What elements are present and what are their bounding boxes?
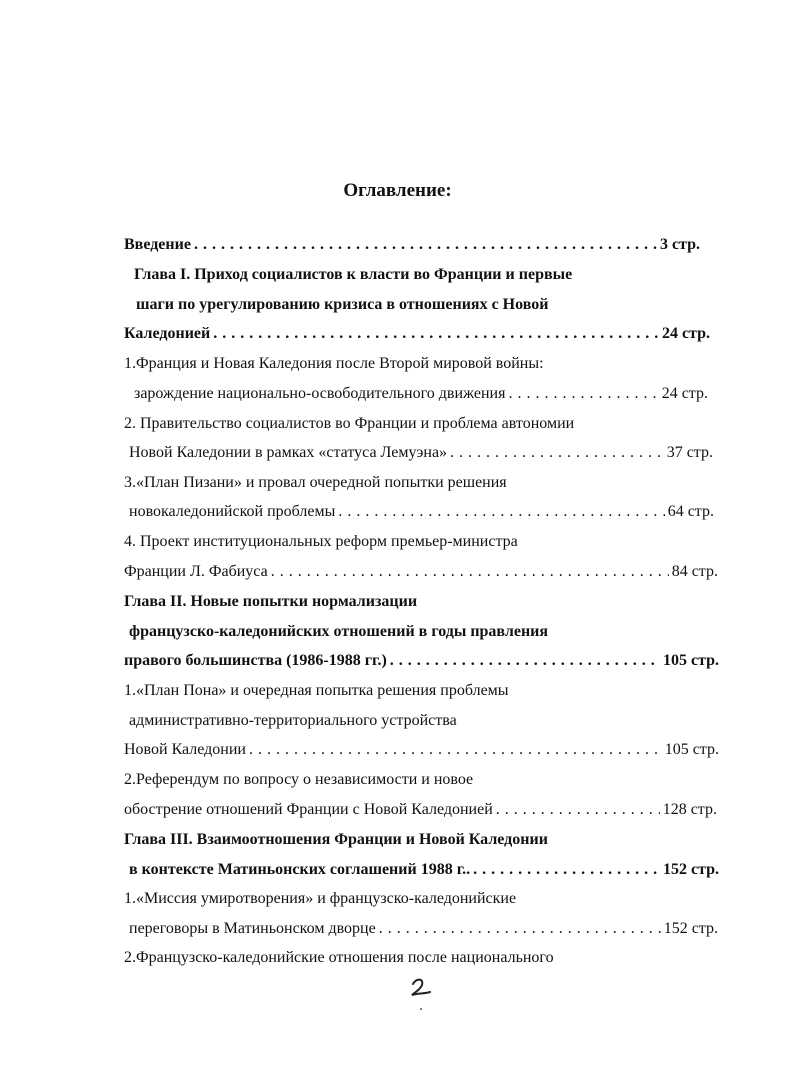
toc-page-number: 128 стр. — [662, 801, 717, 818]
toc-page-number: 64 стр. — [667, 503, 714, 520]
toc-chapter-heading-line: шаги по урегулированию кризиса в отношениях с Новой — [136, 296, 549, 313]
toc-page-number: 152 стр. — [662, 861, 719, 878]
toc-page-number: 3 стр. — [659, 236, 700, 253]
toc-section-line: 1.«Миссия умиротворения» и французско-каледонийские — [124, 890, 517, 907]
toc-page-number: 24 стр. — [661, 385, 708, 402]
toc-entry-section-2-2[interactable] — [124, 800, 717, 820]
toc-page-number: 84 стр. — [671, 563, 718, 580]
handwritten-page-number — [408, 975, 436, 1005]
toc-section-line: 2.Референдум по вопросу о независимости и новое — [124, 771, 474, 788]
toc-entry-text: Франции Л. Фабиуса — [124, 563, 268, 580]
dot-leader — [496, 800, 660, 820]
toc-section-line: 2.Французско-каледонийские отношения после национального — [124, 949, 554, 966]
toc-section-line: 1.Франция и Новая Каледония после Второй мировой войны: — [124, 355, 544, 372]
handwritten-mark-icon — [408, 976, 436, 998]
toc-entry-section-1-4[interactable] — [124, 562, 718, 582]
dot-leader — [338, 502, 664, 522]
toc-entry-text: Введение — [124, 236, 191, 253]
toc-page-number: 105 стр. — [664, 741, 719, 758]
dot-leader — [508, 384, 658, 404]
page-title: Оглавление: — [343, 180, 452, 201]
toc-section-line: 3.«План Пизани» и провал очередной попытки решения — [124, 474, 507, 491]
toc-chapter-heading-line: Глава I. Приход социалистов к власти во Франции и первые — [134, 266, 573, 283]
toc-entry-chapter-2[interactable] — [124, 651, 719, 671]
dot-leader — [194, 235, 657, 255]
toc-section-line: 1.«План Пона» и очередная попытка решения проблемы — [124, 682, 509, 699]
toc-chapter-heading-line: Глава II. Новые попытки нормализации — [124, 593, 418, 610]
toc-entry-section-1-2[interactable] — [129, 443, 713, 463]
dot-leader — [450, 443, 664, 463]
dot-leader — [213, 324, 659, 344]
toc-entry-text: обострение отношений Франции с Новой Каледонией — [124, 801, 493, 818]
dot-leader — [271, 562, 669, 582]
toc-entry-chapter-1[interactable] — [124, 324, 710, 344]
toc-entry-section-1-3[interactable] — [129, 502, 714, 522]
toc-entry-text: правого большинства (1986-1988 гг.) — [124, 652, 387, 669]
toc-entry-section-1-1[interactable] — [134, 384, 708, 404]
dot-leader — [249, 740, 662, 760]
toc-entry-text: переговоры в Матиньонском дворце — [129, 920, 376, 937]
toc-entry-text: Новой Каледонии — [124, 741, 246, 758]
toc-entry-chapter-3[interactable] — [129, 860, 719, 880]
toc-section-line: 4. Проект институциональных реформ премьер-министра — [124, 533, 518, 550]
toc-entry-text: в контексте Матиньонских соглашений 1988 г.. — [129, 861, 471, 878]
scan-speck — [420, 1008, 422, 1010]
dot-leader — [473, 860, 660, 880]
dot-leader — [379, 919, 661, 939]
toc-page-number: 37 стр. — [666, 444, 713, 461]
toc-entry-text: Каледонией — [124, 325, 211, 342]
toc-entry-text: зарождение национально-освободительного движения — [134, 385, 506, 402]
toc-chapter-heading-line: французско-каледонийских отношений в годы правления — [129, 623, 549, 640]
toc-entry-text: новокаледонийской проблемы — [129, 503, 336, 520]
toc-page-number: 24 стр. — [661, 325, 710, 342]
toc-entry-text: Новой Каледонии в рамках «статуса Лемуэна» — [129, 444, 448, 461]
toc-entry-section-3-1[interactable] — [129, 919, 718, 939]
toc-section-line: административно-территориального устройства — [129, 712, 457, 729]
dot-leader — [390, 651, 660, 671]
toc-entry-introduction[interactable] — [124, 235, 700, 255]
toc-entry-section-2-1[interactable] — [124, 740, 719, 760]
toc-section-line: 2. Правительство социалистов во Франции и проблема автономии — [124, 415, 575, 432]
toc-chapter-heading-line: Глава III. Взаимоотношения Франции и Новой Каледонии — [124, 831, 548, 848]
toc-page-number: 105 стр. — [662, 652, 719, 669]
toc-page-number: 152 стр. — [663, 920, 718, 937]
